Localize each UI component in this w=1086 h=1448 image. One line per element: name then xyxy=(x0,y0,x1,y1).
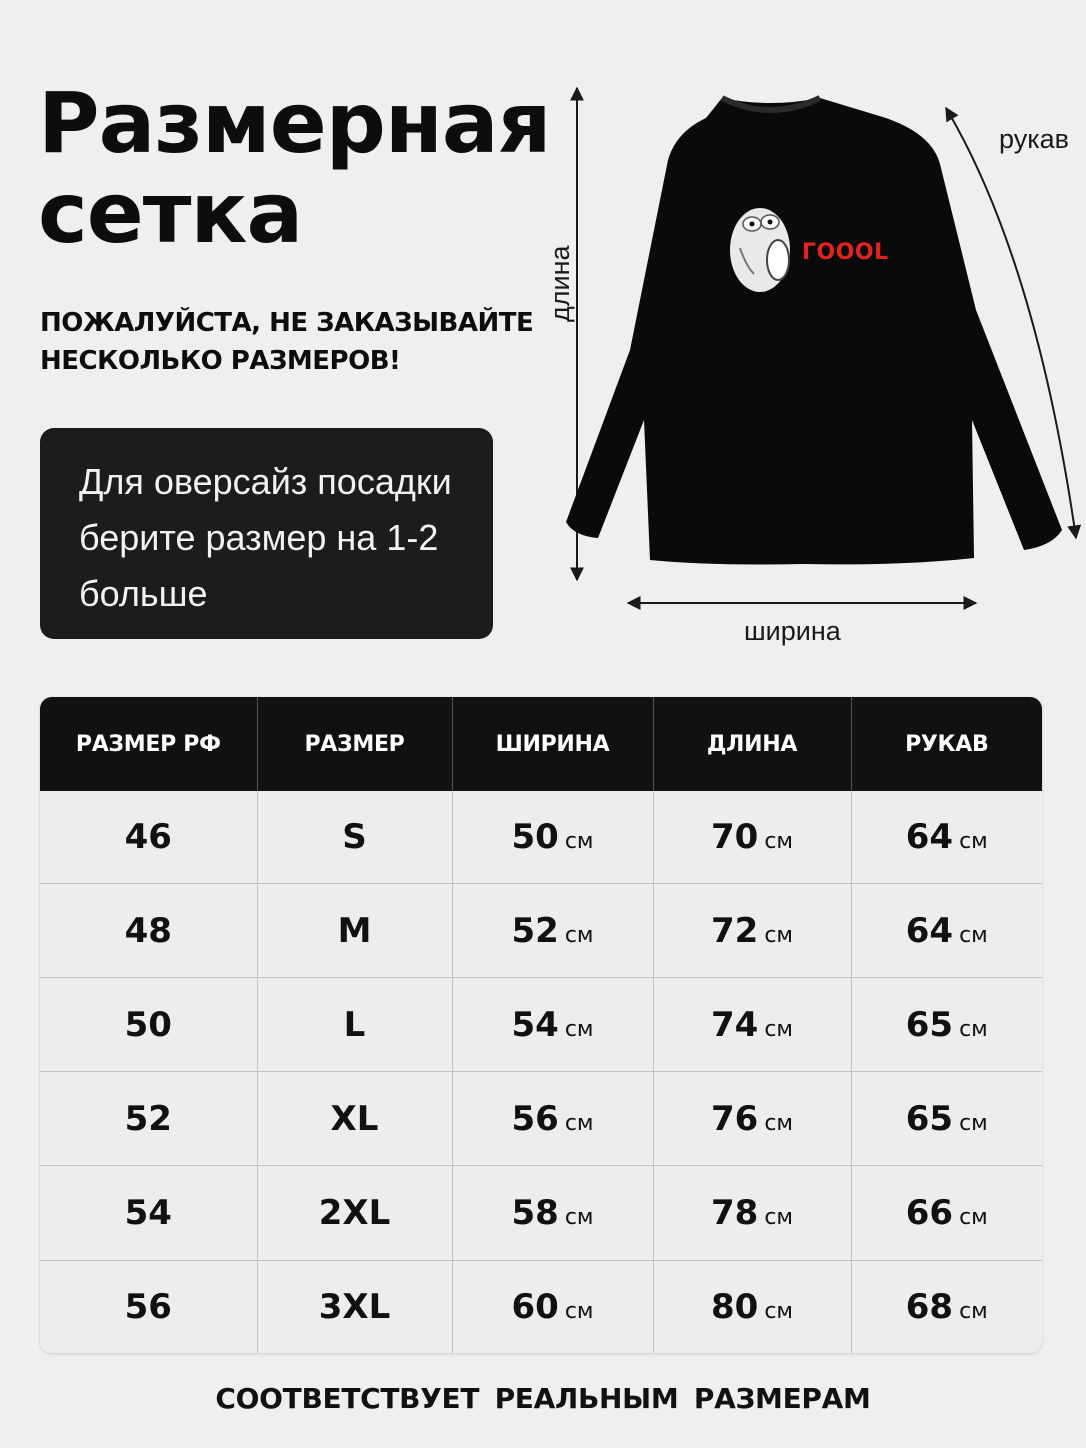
title-line-2: сетка xyxy=(38,164,303,262)
value: 65 xyxy=(905,1004,954,1045)
cell-size: S xyxy=(257,791,452,884)
warning-line-2: НЕСКОЛЬКО РАЗМЕРОВ! xyxy=(40,346,401,376)
footer-note: СООТВЕТСТВУЕТ РЕАЛЬНЫМ РАЗМЕРАМ xyxy=(215,1382,871,1415)
title-line-1: Размерная xyxy=(38,74,551,172)
print-text: ГОOOL xyxy=(802,240,889,265)
header-sleeve: РУКАВ xyxy=(851,697,1042,791)
page-title xyxy=(38,74,551,262)
table-row xyxy=(40,884,1042,978)
width-label: ширина xyxy=(744,616,841,646)
unit: см xyxy=(764,1298,794,1324)
value: 54 xyxy=(511,1004,559,1045)
unit: см xyxy=(959,1204,988,1230)
cell-sleeve xyxy=(851,1072,1042,1166)
cell-width xyxy=(452,978,653,1072)
cell-width xyxy=(452,791,653,884)
value: 50 xyxy=(511,817,559,858)
value: 52 xyxy=(511,910,559,951)
cell-sleeve xyxy=(851,1260,1042,1353)
value: 70 xyxy=(710,817,759,858)
sleeve-label: рукав xyxy=(999,124,1069,154)
tshirt-body xyxy=(566,98,1062,565)
cell-size: M xyxy=(257,884,452,978)
cell-length xyxy=(653,1072,851,1166)
table-header-row xyxy=(40,697,1042,791)
cell-length xyxy=(653,1260,851,1353)
value: 64 xyxy=(905,910,954,951)
header-width: ШИРИНА xyxy=(452,697,653,791)
value: 66 xyxy=(905,1192,954,1233)
header-length: ДЛИНА xyxy=(653,697,851,791)
note-line-1: Для оверсайз посадки xyxy=(79,461,452,502)
value: 56 xyxy=(511,1098,559,1139)
value: 58 xyxy=(511,1192,559,1233)
unit: см xyxy=(764,829,794,855)
unit: см xyxy=(764,1204,794,1230)
meme-face-icon xyxy=(730,208,790,292)
unit: см xyxy=(564,1110,594,1136)
note-line-3: больше xyxy=(79,573,208,614)
cell-width xyxy=(452,1260,653,1353)
length-label: длина xyxy=(545,245,575,322)
cell-ru-size: 56 xyxy=(40,1260,257,1353)
cell-ru-size: 48 xyxy=(40,884,257,978)
unit: см xyxy=(959,922,988,948)
value: 76 xyxy=(710,1098,759,1139)
table-row xyxy=(40,1166,1042,1260)
cell-width xyxy=(452,884,653,978)
table-row xyxy=(40,978,1042,1072)
cell-sleeve xyxy=(851,1166,1042,1260)
unit: см xyxy=(564,1016,594,1042)
cell-width xyxy=(452,1166,653,1260)
unit: см xyxy=(959,829,988,855)
unit: см xyxy=(764,1016,794,1042)
cell-size: 3XL xyxy=(257,1260,452,1353)
unit: см xyxy=(764,922,794,948)
warning-line-1: ПОЖАЛУЙСТА, НЕ ЗАКАЗЫВАЙТЕ xyxy=(40,308,534,338)
cell-ru-size: 54 xyxy=(40,1166,257,1260)
unit: см xyxy=(959,1298,988,1324)
cell-ru-size: 46 xyxy=(40,791,257,884)
cell-length xyxy=(653,978,851,1072)
cell-width xyxy=(452,1072,653,1166)
value: 78 xyxy=(710,1192,759,1233)
value: 74 xyxy=(710,1004,759,1045)
oversize-note xyxy=(40,428,493,639)
header-size: РАЗМЕР xyxy=(257,697,452,791)
value: 64 xyxy=(905,817,954,858)
header-ru-size: РАЗМЕР РФ xyxy=(40,697,257,791)
unit: см xyxy=(564,829,594,855)
cell-ru-size: 52 xyxy=(40,1072,257,1166)
note-line-2: берите размер на 1-2 xyxy=(79,517,439,558)
table-row xyxy=(40,1072,1042,1166)
unit: см xyxy=(564,922,594,948)
cell-size: L xyxy=(257,978,452,1072)
size-table-grid xyxy=(40,697,1042,1353)
cell-length xyxy=(653,791,851,884)
cell-ru-size: 50 xyxy=(40,978,257,1072)
size-table xyxy=(40,697,1042,1353)
unit: см xyxy=(764,1110,794,1136)
cell-length xyxy=(653,1166,851,1260)
table-row xyxy=(40,791,1042,884)
value: 80 xyxy=(710,1286,759,1327)
table-row xyxy=(40,1260,1042,1353)
unit: см xyxy=(564,1298,594,1324)
value: 68 xyxy=(905,1286,954,1327)
value: 60 xyxy=(511,1286,559,1327)
unit: см xyxy=(564,1204,594,1230)
cell-sleeve xyxy=(851,978,1042,1072)
cell-size: XL xyxy=(257,1072,452,1166)
unit: см xyxy=(959,1110,988,1136)
cell-sleeve xyxy=(851,884,1042,978)
value: 72 xyxy=(710,910,759,951)
cell-sleeve xyxy=(851,791,1042,884)
warning-text xyxy=(40,304,540,380)
value: 65 xyxy=(905,1098,954,1139)
tshirt-figure xyxy=(540,60,1086,660)
unit: см xyxy=(959,1016,988,1042)
cell-length xyxy=(653,884,851,978)
cell-size: 2XL xyxy=(257,1166,452,1260)
